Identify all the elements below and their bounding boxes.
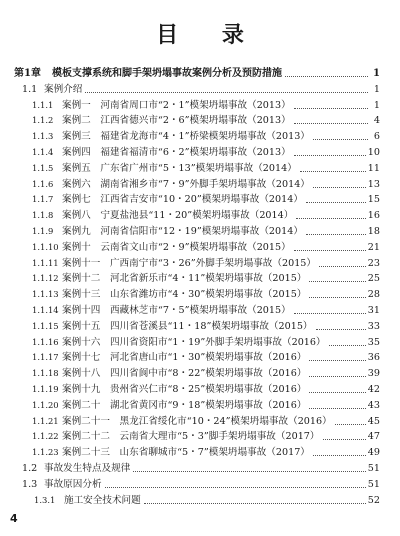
entry-title: 案例六 湖南省湘乡市“7・9”外脚手架坍塌事故（2014） xyxy=(62,178,310,190)
toc-chapter-row[interactable] xyxy=(14,64,380,80)
dot-leader xyxy=(309,407,365,409)
entry-page: 15 xyxy=(367,194,380,206)
dot-leader xyxy=(306,233,366,235)
entry-title: 事故原因分析 xyxy=(44,478,102,490)
page-title: 目 录 xyxy=(156,22,262,48)
toc-section-list xyxy=(14,80,380,507)
toc-entry-row[interactable] xyxy=(14,112,380,128)
toc-entry-row[interactable] xyxy=(14,475,380,491)
dot-leader xyxy=(316,328,366,330)
entry-number: 1.1.19 xyxy=(32,383,59,394)
entry-title: 案例二十三 山东省聊城市“5・7”模架坍塌事故（2017） xyxy=(62,447,310,459)
entry-title: 案例十四 西藏林芝市“7・5”模架坍塌事故（2015） xyxy=(62,304,291,316)
entry-title: 案例二十 湖北省黄冈市“9・18”模架坍塌事故（2016） xyxy=(62,399,307,411)
toc-entry-row[interactable] xyxy=(14,364,380,380)
dot-leader xyxy=(144,502,366,504)
entry-page: 21 xyxy=(367,241,380,253)
entry-number: 1.1 xyxy=(22,83,38,95)
toc-entry-row[interactable] xyxy=(14,459,380,475)
dot-leader xyxy=(85,91,368,93)
entry-title: 案例介绍 xyxy=(44,83,83,95)
entry-page: 31 xyxy=(367,304,380,316)
chapter-number: 第1章 xyxy=(14,68,41,79)
dot-leader xyxy=(294,249,366,251)
entry-page: 49 xyxy=(367,447,380,459)
entry-title: 案例十五 四川省苍溪县“11・18”模架坍塌事故（2015） xyxy=(62,320,313,332)
toc-entry-row[interactable] xyxy=(14,238,380,254)
toc-entry-row[interactable] xyxy=(14,222,380,238)
toc-entry-row[interactable] xyxy=(14,175,380,191)
entry-page: 28 xyxy=(367,289,380,301)
dot-leader xyxy=(309,391,365,393)
entry-page: 35 xyxy=(367,336,380,348)
entry-title: 案例十九 贵州省兴仁市“8・25”模架坍塌事故（2016） xyxy=(62,383,307,395)
entry-number: 1.1.21 xyxy=(32,415,59,426)
dot-leader xyxy=(296,217,365,219)
entry-page: 45 xyxy=(367,415,380,427)
toc-entry-row[interactable] xyxy=(14,380,380,396)
dot-leader xyxy=(335,423,366,425)
toc-entry-row[interactable] xyxy=(14,396,380,412)
dot-leader xyxy=(323,438,366,440)
entry-number: 1.1.22 xyxy=(32,431,59,442)
toc-entry-row[interactable] xyxy=(14,301,380,317)
dot-leader xyxy=(309,359,365,361)
toc-entry-row[interactable] xyxy=(14,159,380,175)
entry-page: 11 xyxy=(367,162,380,174)
entry-number: 1.1.4 xyxy=(32,146,54,157)
toc-entry-row[interactable] xyxy=(14,412,380,428)
entry-number: 1.1.10 xyxy=(32,241,59,252)
toc-entry-row[interactable] xyxy=(14,428,380,444)
entry-title: 案例四 福建省福清市“6・2”模架坍塌事故（2013） xyxy=(62,146,291,158)
entry-page: 16 xyxy=(367,210,380,222)
entry-title: 案例二 江西省德兴市“2・6”模架坍塌事故（2013） xyxy=(62,115,291,127)
toc-entry-row[interactable] xyxy=(14,191,380,207)
entry-number: 1.1.17 xyxy=(32,352,59,363)
entry-page: 25 xyxy=(367,273,380,285)
entry-number: 1.1.20 xyxy=(32,399,59,410)
entry-page: 10 xyxy=(367,146,380,158)
entry-page: 33 xyxy=(367,320,380,332)
entry-page: 42 xyxy=(367,383,380,395)
entry-page: 51 xyxy=(367,478,380,490)
entry-title: 案例十三 山东省潍坊市“4・30”模架坍塌事故（2015） xyxy=(62,289,307,301)
entry-title: 案例十六 四川省资阳市“1・19”外脚手架坍塌事故（2016） xyxy=(62,336,326,348)
toc-entry-row[interactable] xyxy=(14,491,380,507)
table-of-contents xyxy=(14,64,380,507)
entry-number: 1.1.14 xyxy=(32,304,59,315)
toc-entry-row[interactable] xyxy=(14,333,380,349)
entry-page: 4 xyxy=(373,115,380,127)
dot-leader xyxy=(319,265,366,267)
entry-number: 1.1.11 xyxy=(32,257,59,268)
dot-leader xyxy=(294,122,368,124)
toc-entry-row[interactable] xyxy=(14,80,380,96)
entry-title: 案例五 广东省广州市“5・13”模架坍塌事故（2014） xyxy=(62,162,297,174)
entry-title: 案例一 河南省周口市“2・1”模架坍塌事故（2013） xyxy=(62,99,291,111)
entry-number: 1.1.13 xyxy=(32,289,59,300)
entry-number: 1.1.16 xyxy=(32,336,59,347)
entry-page: 52 xyxy=(367,494,380,506)
toc-entry-row[interactable] xyxy=(14,206,380,222)
entry-title: 案例二十一 黑龙江省绥化市“10・24”模架坍塌事故（2016） xyxy=(62,415,332,427)
entry-number: 1.1.23 xyxy=(32,447,59,458)
entry-number: 1.1.18 xyxy=(32,368,59,379)
dot-leader xyxy=(309,296,365,298)
toc-entry-row[interactable] xyxy=(14,270,380,286)
entry-number: 1.1.3 xyxy=(32,131,54,142)
entry-number: 1.1.9 xyxy=(32,225,54,236)
entry-number: 1.1.8 xyxy=(32,210,54,221)
toc-entry-row[interactable] xyxy=(14,285,380,301)
dot-leader xyxy=(133,470,365,472)
entry-title: 案例三 福建省龙海市“4・1”桥梁模架坍塌事故（2013） xyxy=(62,131,310,143)
entry-number: 1.1.6 xyxy=(32,178,54,189)
entry-title: 案例十七 河北省唐山市“1・30”模架坍塌事故（2016） xyxy=(62,352,307,364)
dot-leader xyxy=(309,375,365,377)
entry-title: 案例九 河南省信阳市“12・19”模架坍塌事故（2014） xyxy=(62,225,303,237)
toc-entry-row[interactable] xyxy=(14,349,380,365)
entry-number: 1.3 xyxy=(22,478,38,490)
entry-number: 1.1.1 xyxy=(32,99,54,110)
entry-number: 1.1.15 xyxy=(32,320,59,331)
entry-page: 39 xyxy=(367,368,380,380)
dot-leader xyxy=(329,344,366,346)
dot-leader xyxy=(285,75,368,77)
entry-title: 案例二十二 云南省大理市“5・3”脚手架坍塌事故（2017） xyxy=(62,431,320,443)
entry-number: 1.1.12 xyxy=(32,273,59,284)
entry-number: 1.1.2 xyxy=(32,115,54,126)
dot-leader xyxy=(300,170,366,172)
toc-entry-row[interactable] xyxy=(14,443,380,459)
entry-page: 43 xyxy=(367,399,380,411)
entry-title: 事故发生特点及规律 xyxy=(44,462,131,474)
dot-leader xyxy=(313,186,366,188)
dot-leader xyxy=(309,280,365,282)
entry-title: 案例十八 四川省阆中市“8・22”模架坍塌事故（2016） xyxy=(62,368,307,380)
entry-number: 1.3.1 xyxy=(34,494,56,505)
dot-leader xyxy=(313,454,366,456)
chapter-title: 模板支撑系统和脚手架坍塌事故案例分析及预防措施 xyxy=(52,68,282,79)
dot-leader xyxy=(294,107,368,109)
dot-leader xyxy=(105,486,366,488)
entry-title: 案例十 云南省文山市“2・9”模架坍塌事故（2015） xyxy=(62,241,291,253)
entry-page: 1 xyxy=(373,83,380,95)
entry-number: 1.2 xyxy=(22,462,38,474)
entry-number: 1.1.5 xyxy=(32,162,54,173)
dot-leader xyxy=(313,138,368,140)
entry-title: 案例十一 广西南宁市“3・26”外脚手架坍塌事故（2015） xyxy=(62,257,317,269)
entry-page: 18 xyxy=(367,225,380,237)
toc-entry-row[interactable] xyxy=(14,96,380,112)
entry-page: 36 xyxy=(367,352,380,364)
dot-leader xyxy=(294,154,366,156)
entry-page: 1 xyxy=(373,99,380,111)
toc-entry-row[interactable] xyxy=(14,143,380,159)
dot-leader xyxy=(294,312,366,314)
entry-title: 施工安全技术问题 xyxy=(64,494,141,506)
entry-title: 案例十二 河北省新乐市“4・11”模架坍塌事故（2015） xyxy=(62,273,307,285)
entry-page: 51 xyxy=(367,462,380,474)
dot-leader xyxy=(306,201,366,203)
entry-page: 6 xyxy=(373,131,380,143)
toc-entry-row[interactable] xyxy=(14,317,380,333)
entry-title: 案例七 江西省吉安市“10・20”模架坍塌事故（2014） xyxy=(62,194,303,206)
toc-entry-row[interactable] xyxy=(14,254,380,270)
page-number: 4 xyxy=(10,512,18,525)
entry-page: 47 xyxy=(367,431,380,443)
toc-entry-row[interactable] xyxy=(14,127,380,143)
entry-number: 1.1.7 xyxy=(32,194,54,205)
chapter-page: 1 xyxy=(373,68,380,79)
entry-page: 13 xyxy=(367,178,380,190)
entry-page: 23 xyxy=(367,257,380,269)
entry-title: 案例八 宁夏盐池县“11・20”模架坍塌事故（2014） xyxy=(62,210,294,222)
